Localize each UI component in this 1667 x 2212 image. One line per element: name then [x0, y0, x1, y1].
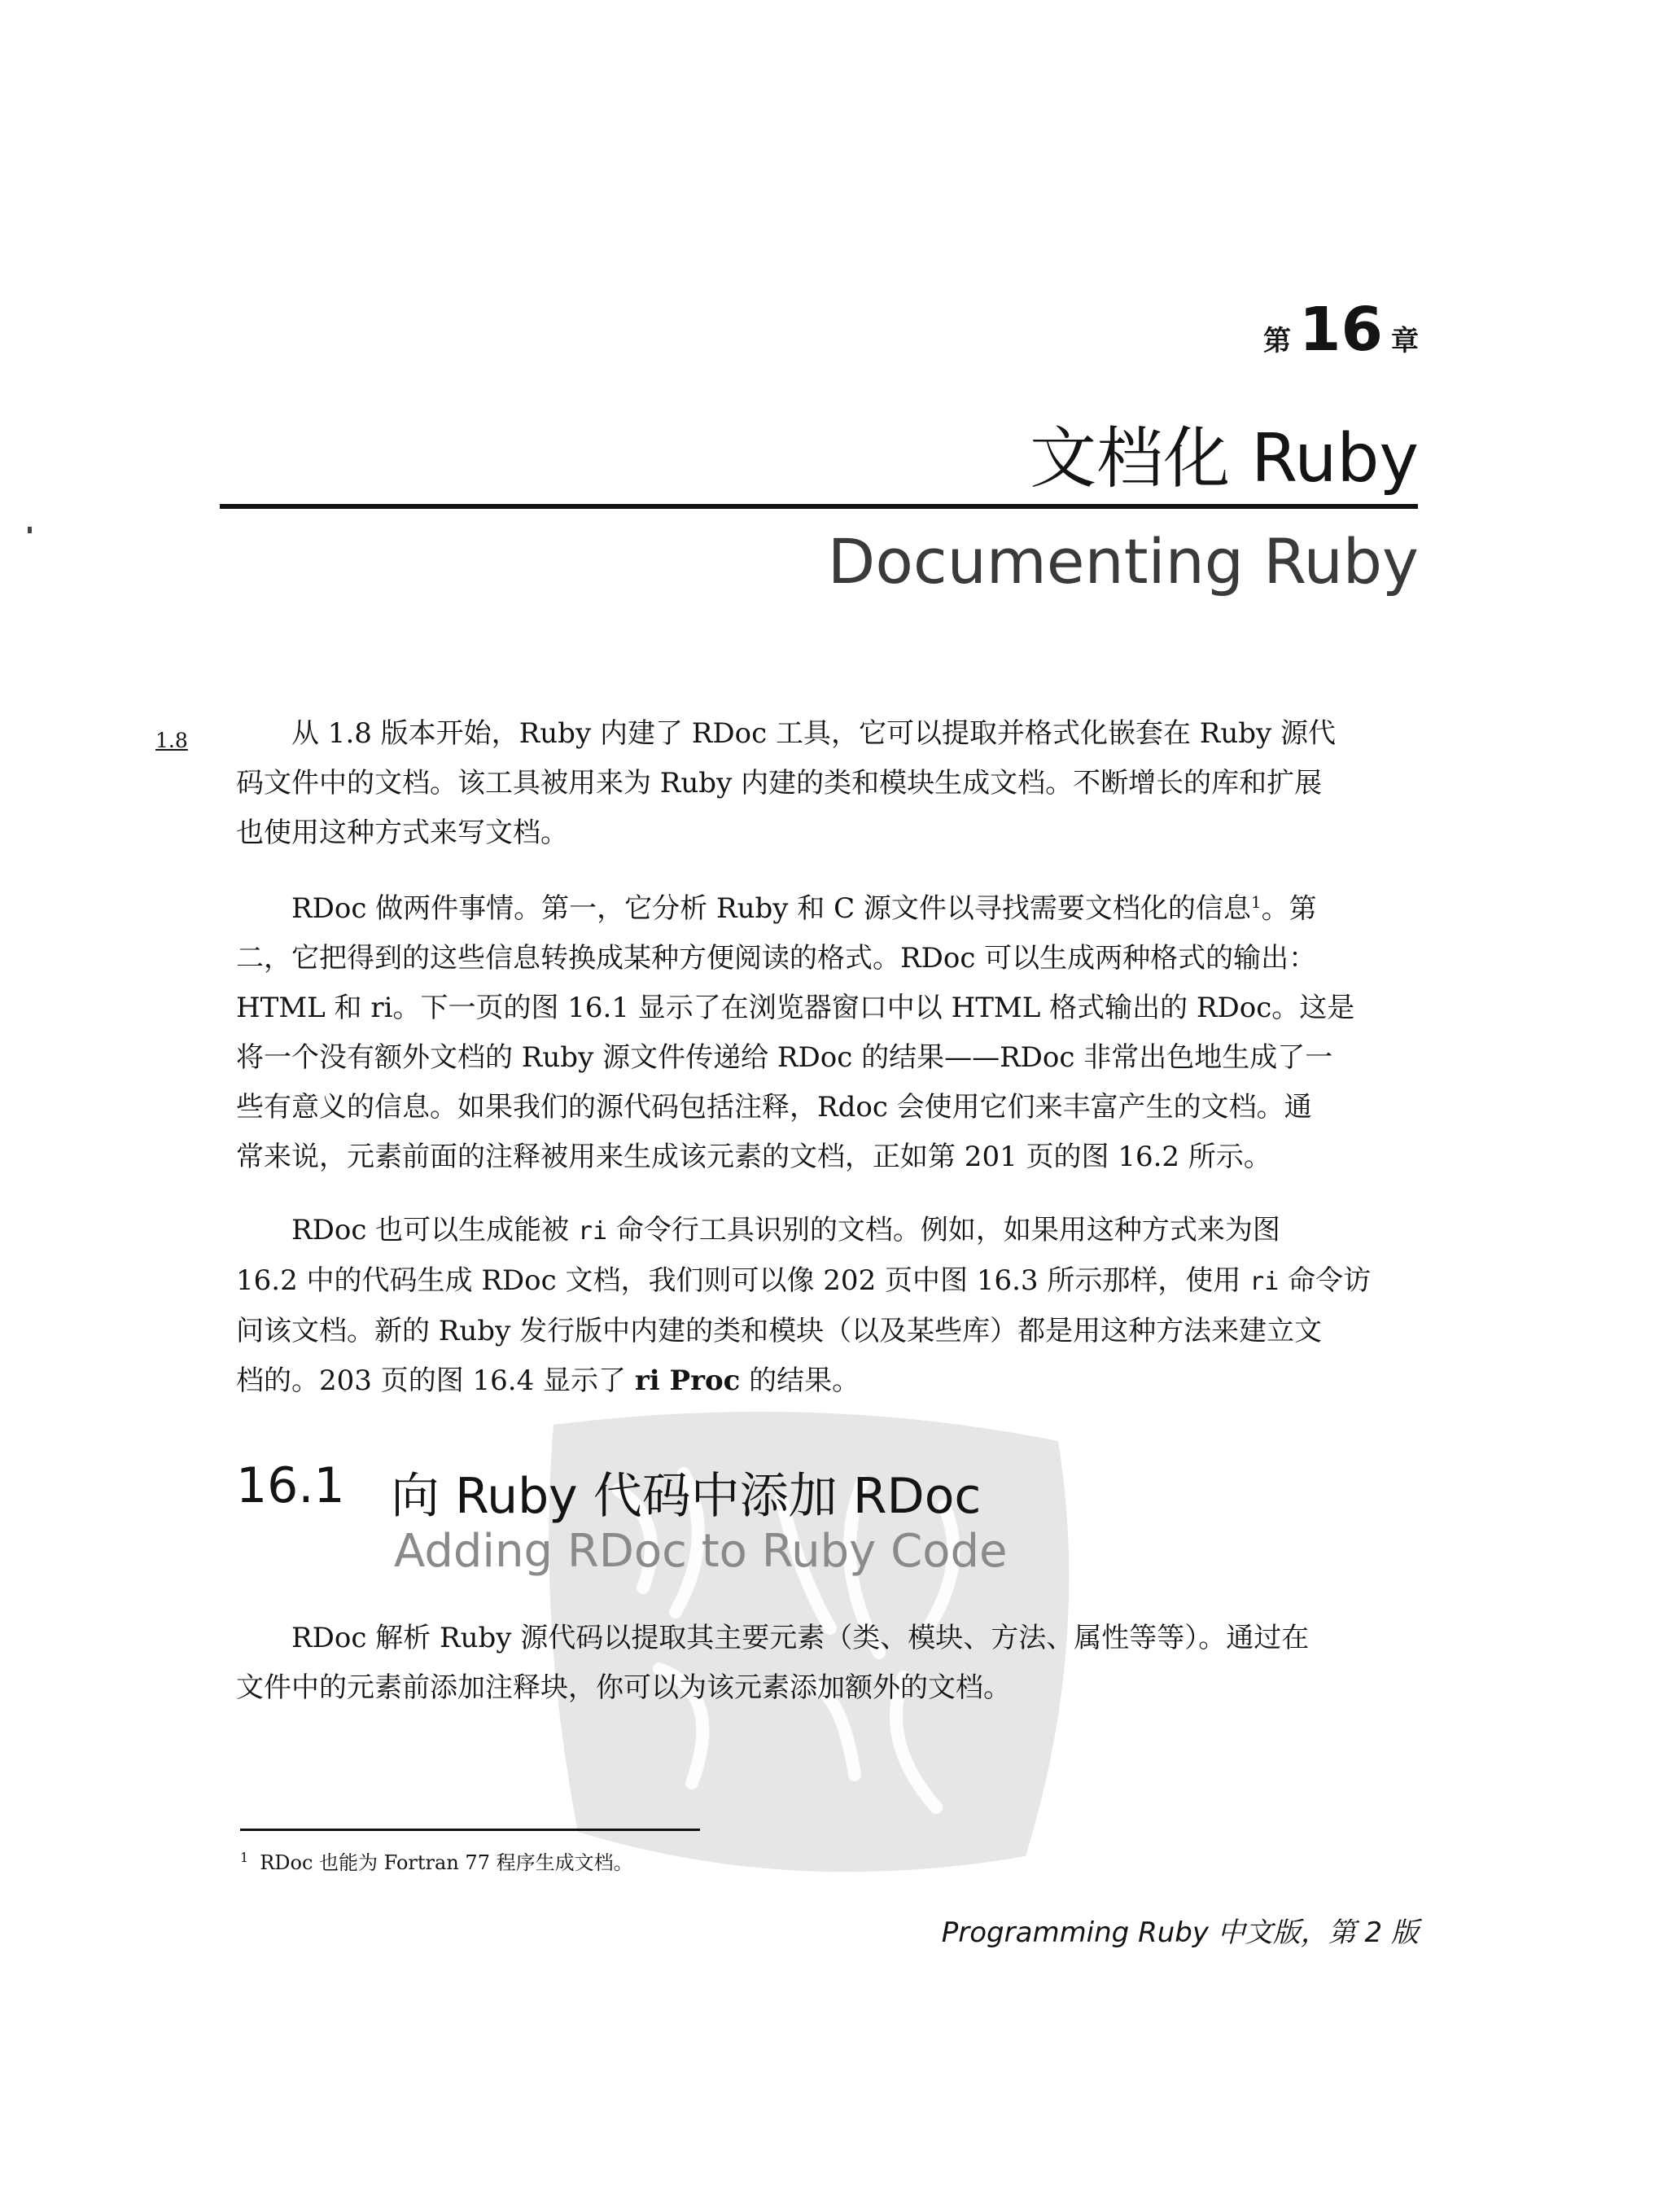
text-line: 些有意义的信息。如果我们的源代码包括注释，Rdoc 会使用它们来丰富产生的文档。通 [236, 1091, 1312, 1124]
scan-speck [28, 527, 32, 533]
text-line: 16.2 中的代码生成 RDoc 文档，我们则可以像 202 页中图 16.3 所示那样，使用 [236, 1264, 1250, 1297]
text-line: 二，它把得到的这些信息转换成某种方便阅读的格式。RDoc 可以生成两种格式的输出： [236, 942, 1317, 975]
text-line: 命令访 [1279, 1264, 1372, 1297]
inline-bold: ri Proc [634, 1364, 741, 1397]
footnote-mark: 1 [240, 1850, 249, 1865]
chapter-title-cn: 文档化 Ruby [1030, 420, 1419, 497]
footnote-ref: 1 [1250, 892, 1262, 912]
text-line: 也使用这种方式来写文档。 [236, 817, 568, 849]
text-line: 。第 [1261, 892, 1317, 926]
text-line: 常来说，元素前面的注释被用来生成该元素的文档，正如第 201 页的图 16.2 所示。 [236, 1141, 1271, 1174]
paragraph-intro [236, 709, 1424, 858]
footnote-rule [240, 1829, 700, 1831]
section-number: 16.1 [236, 1457, 345, 1514]
chapter-suffix: 章 [1391, 325, 1419, 357]
text-line: HTML 和 ri。下一页的图 16.1 显示了在浏览器窗口中以 HTML 格式输出的 RDoc。这是 [236, 992, 1355, 1025]
text-line: 档的。203 页的图 16.4 显示了 [236, 1364, 635, 1397]
section-title-en: Adding RDoc to Ruby Code [394, 1525, 1008, 1578]
section-title-cn: 向 Ruby 代码中添加 RDoc [391, 1468, 982, 1525]
text-line: 问该文档。新的 Ruby 发行版中内建的类和模块（以及某些库）都是用这种方法来建立文 [236, 1315, 1323, 1347]
footnote [240, 1846, 633, 1875]
paragraph-ri [236, 1206, 1424, 1406]
text-line: RDoc 做两件事情。第一，它分析 Ruby 和 C 源文件以寻找需要文档化的信息 [291, 892, 1251, 926]
footnote-text: RDoc 也能为 Fortran 77 程序生成文档。 [260, 1851, 633, 1874]
text-line: RDoc 解析 Ruby 源代码以提取其主要元素（类、模块、方法、属性等等）。通过在 [291, 1622, 1310, 1654]
text-line: 将一个没有额外文档的 Ruby 源文件传递给 RDoc 的结果——RDoc 非常出色地生成了一 [236, 1041, 1333, 1075]
paragraph-rdoc-overview [236, 878, 1424, 1182]
text-line: RDoc 也可以生成能被 [291, 1214, 578, 1246]
chapter-label [1188, 295, 1419, 365]
paragraph-rdoc-parse [236, 1614, 1424, 1713]
inline-code: ri [1249, 1268, 1280, 1296]
inline-code: ri [578, 1217, 608, 1246]
margin-version-note: 1.8 [155, 729, 188, 752]
page-footer: Programming Ruby 中文版，第 2 版 [941, 1916, 1419, 1949]
text-line: 命令行工具识别的文档。例如，如果用这种方式来为图 [607, 1214, 1280, 1246]
text-line: 从 1.8 版本开始，Ruby 内建了 RDoc 工具，它可以提取并格式化嵌套在 Ruby 源代 [291, 717, 1337, 750]
text-line: 码文件中的文档。该工具被用来为 Ruby 内建的类和模块生成文档。不断增长的库和扩展 [236, 767, 1323, 799]
chapter-prefix: 第 [1263, 325, 1292, 357]
chapter-title-en: Documenting Ruby [827, 525, 1419, 598]
chapter-number: 16 [1299, 295, 1383, 365]
title-rule [220, 504, 1418, 509]
text-line: 文件中的元素前添加注释块，你可以为该元素添加额外的文档。 [236, 1671, 1011, 1704]
text-line: 的结果。 [740, 1364, 860, 1397]
